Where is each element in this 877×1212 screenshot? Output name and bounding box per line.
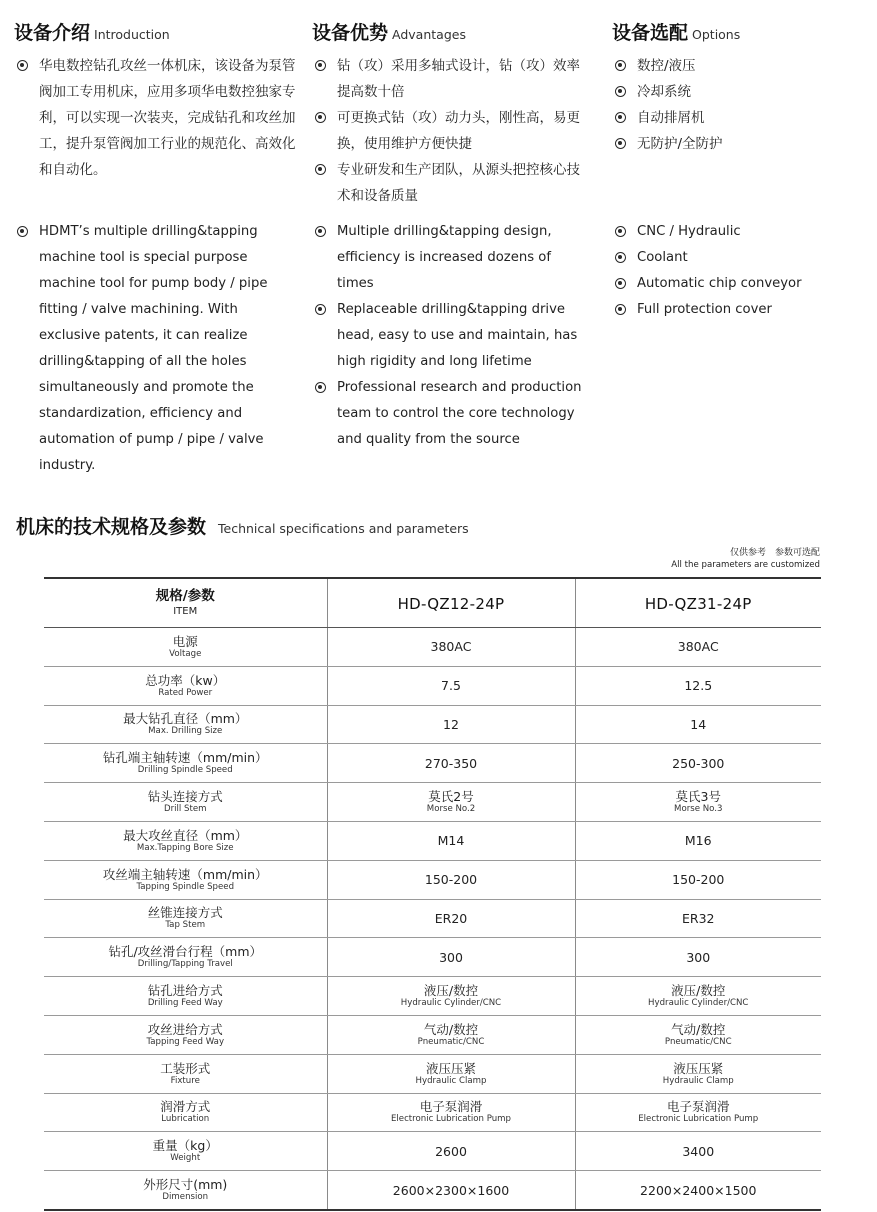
list-item [612,271,802,297]
list-item [14,219,299,479]
table-row [44,899,821,938]
value-cell [575,666,821,705]
introduction-title-en: Introduction [94,27,170,42]
item-header-zh: 规格/参数 [155,588,215,604]
introduction-heading [14,18,299,48]
item-name-zh: 最大攻丝直径（mm） [123,827,248,843]
specs-title-en: Technical specifications and parameters [218,521,469,536]
value-text: 莫氏2号 [428,789,474,805]
item-name-zh: 外形尺寸(mm) [143,1177,228,1193]
value-subtext: Morse No.2 [426,804,476,815]
option-text-en: Full protection cover [637,302,772,317]
item-name-zh: 重量（kg） [152,1138,218,1154]
advantages-list-en [312,219,582,453]
list-item [312,157,582,209]
bullet-icon [615,60,626,71]
item-cell [44,666,327,705]
bullet-icon [615,226,626,237]
introduction-text-en: HDMT’s multiple drilling&tapping machine tool is special purpose machine tool for pump body / pipe fitting / valve machining. With exclusive patents, it can realize drilling&tapping of all the holes simultaneously and promote the standardization, efficiency and automation of pump / pipe / valve industry. [39,224,268,473]
value-cell [327,977,575,1016]
options-list-en [612,219,802,323]
item-name-en: Drilling Feed Way [147,998,223,1009]
advantages-title-en: Advantages [392,27,466,42]
value-subtext: Morse No.3 [674,804,723,815]
bullet-icon [315,304,326,315]
value-subtext: Hydraulic Clamp [415,1075,487,1086]
table-row [44,860,821,899]
advantages-heading [312,18,582,48]
model-header-cell [575,578,821,628]
value-text: 150-200 [672,872,725,888]
advantage-text-en: Professional research and production team to control the core technology and quality from the source [337,380,582,447]
value-cell [327,744,575,783]
introduction-title-zh: 设备介绍 [14,22,91,44]
value-text: 14 [690,716,707,732]
item-name-en: Tapping Feed Way [146,1036,225,1047]
value-text: 12 [443,716,459,732]
bullet-icon [615,278,626,289]
item-cell [44,744,327,783]
item-name-zh: 电源 [172,633,198,649]
item-name-zh: 最大钻孔直径（mm） [123,711,248,727]
introduction-section [14,18,299,473]
item-header-cell [44,578,327,628]
introduction-text-zh: 华电数控钻孔攻丝一体机床，该设备为泵管阀加工专用机床，应用多项华电数控独家专利，可以实现一次装夹，完成钻孔和攻丝加工，提升泵管阀加工行业的规范化、高效化和自动化。 [39,58,296,178]
value-cell [575,1054,821,1093]
table-row [44,628,821,667]
value-cell [575,1132,821,1171]
value-cell [327,783,575,822]
list-item [612,53,862,79]
introduction-list-zh [14,53,299,183]
specs-table [44,577,821,1211]
value-cell [575,1015,821,1054]
value-subtext: Electronic Lubrication Pump [390,1114,512,1125]
list-item [612,245,802,271]
value-subtext: Hydraulic Cylinder/CNC [648,998,749,1009]
specs-note-zh: 仅供参考 参数可选配 [729,548,820,558]
value-text: 电子泵润滑 [419,1099,483,1115]
model-name: HD-QZ12-24P [397,594,505,613]
table-row [44,938,821,977]
bullet-icon [315,226,326,237]
value-cell [327,666,575,705]
advantages-list-zh [312,53,582,209]
item-name-en: Weight [170,1153,201,1164]
option-text-en: Automatic chip conveyor [637,276,802,291]
item-name-zh: 攻丝端主轴转速（mm/min） [102,866,268,882]
item-name-en: Dimension [162,1192,209,1203]
value-subtext: Electronic Lubrication Pump [638,1114,759,1125]
value-text: ER20 [434,910,468,926]
bullet-icon [615,252,626,263]
list-item [312,297,582,375]
option-text-en: Coolant [637,250,688,265]
specs-note-en: All the parameters are customized [671,560,820,570]
option-text-zh: 冷却系统 [637,84,691,100]
value-subtext: Hydraulic Cylinder/CNC [400,998,502,1009]
item-name-en: Drilling Spindle Speed [137,765,233,776]
item-cell [44,705,327,744]
list-item [312,105,582,157]
value-text: ER32 [682,910,715,926]
options-title-zh: 设备选配 [612,22,689,44]
model-header-cell [327,578,575,628]
value-text: M16 [684,833,712,849]
item-name-en: Max.Tapping Bore Size [136,842,234,853]
value-text: 150-200 [424,872,478,888]
list-item [612,105,862,131]
list-item [312,375,582,453]
value-cell [327,1171,575,1210]
option-text-zh: 无防护/全防护 [637,136,723,152]
value-cell [575,744,821,783]
value-cell [327,1015,575,1054]
value-text: 电子泵润滑 [666,1099,730,1115]
item-name-zh: 润滑方式 [160,1099,211,1115]
table-row [44,821,821,860]
item-name-en: Max. Drilling Size [148,726,223,737]
value-cell [575,821,821,860]
table-row [44,666,821,705]
item-name-en: Fixture [170,1075,200,1086]
table-row [44,977,821,1016]
item-name-en: Drilling/Tapping Travel [137,959,233,970]
item-cell [44,628,327,667]
advantage-text-zh: 可更换式钻（攻）动力头，刚性高，易更换，使用维护方便快捷 [337,110,580,152]
bullet-icon [17,60,28,71]
model-name: HD-QZ31-24P [644,594,752,613]
item-cell [44,977,327,1016]
item-name-zh: 钻孔/攻丝滑台行程（mm） [108,944,263,960]
item-cell [44,1132,327,1171]
value-text: 液压压紧 [673,1060,724,1076]
item-cell [44,1054,327,1093]
item-cell [44,899,327,938]
item-cell [44,938,327,977]
advantages-title-zh: 设备优势 [312,22,389,44]
list-item [312,53,582,105]
item-cell [44,1093,327,1132]
value-text: 250-300 [672,755,725,771]
bullet-icon [315,164,326,175]
bullet-icon [615,138,626,149]
advantage-text-zh: 专业研发和生产团队，从源头把控核心技术和设备质量 [337,162,580,204]
options-list-zh [612,53,862,157]
list-item [612,297,802,323]
table-row [44,1132,821,1171]
value-text: 270-350 [424,755,478,771]
item-name-zh: 丝锥连接方式 [147,905,223,921]
value-text: 气动/数控 [423,1021,479,1037]
option-text-zh: 自动排屑机 [637,110,705,126]
options-title-en: Options [692,27,741,42]
item-name-zh: 总功率（kw） [145,672,226,688]
table-row [44,1054,821,1093]
advantages-section [312,18,582,447]
value-cell [327,628,575,667]
table-row [44,783,821,822]
value-cell [327,860,575,899]
bullet-icon [615,304,626,315]
value-cell [575,628,821,667]
item-name-en: Drill Stem [163,804,207,815]
table-row [44,1171,821,1210]
value-text: 300 [686,949,711,965]
table-row [44,705,821,744]
value-cell [327,1054,575,1093]
value-text: 300 [439,949,463,965]
value-cell [327,1093,575,1132]
bullet-icon [615,86,626,97]
specs-table-body [44,628,821,1210]
value-text: 380AC [677,639,719,655]
value-text: 莫氏3号 [675,789,721,805]
item-name-en: Tap Stem [165,920,206,931]
item-header-en: ITEM [173,606,198,617]
value-text: 2600×2300×1600 [392,1182,510,1198]
value-cell [575,1093,821,1132]
value-subtext: Pneumatic/CNC [417,1036,485,1047]
value-cell [575,977,821,1016]
bullet-icon [315,112,326,123]
value-cell [327,938,575,977]
value-text: 2600 [435,1143,467,1159]
value-text: 气动/数控 [671,1021,726,1037]
value-cell [575,705,821,744]
value-cell [575,938,821,977]
item-cell [44,860,327,899]
value-cell [327,705,575,744]
table-row [44,1093,821,1132]
value-cell [575,1171,821,1210]
item-cell [44,1015,327,1054]
bullet-icon [17,226,28,237]
option-text-en: CNC / Hydraulic [637,224,741,239]
option-text-zh: 数控/液压 [637,58,696,74]
specs-heading [16,512,469,539]
item-cell [44,783,327,822]
item-name-zh: 钻孔进给方式 [147,983,223,999]
value-text: 液压压紧 [425,1060,476,1076]
item-name-zh: 钻孔端主轴转速（mm/min） [102,750,268,766]
value-text: M14 [437,833,465,849]
advantage-text-en: Multiple drilling&tapping design, efficiency is increased dozens of times [337,224,552,291]
value-cell [327,899,575,938]
list-item [14,53,299,183]
item-name-en: Lubrication [161,1114,210,1125]
list-item [312,219,582,297]
bullet-icon [315,60,326,71]
options-heading [612,18,862,48]
table-row [44,744,821,783]
value-subtext: Hydraulic Clamp [662,1075,734,1086]
table-row [44,1015,821,1054]
item-name-zh: 工装形式 [160,1060,211,1076]
introduction-list-en [14,219,299,479]
list-item [612,79,862,105]
item-cell [44,821,327,860]
advantage-text-en: Replaceable drilling&tapping drive head, easy to use and maintain, has high rigidity and long lifetime [337,302,578,369]
list-item [612,219,802,245]
item-name-en: Voltage [169,648,202,659]
value-text: 7.5 [441,678,461,694]
value-text: 液压/数控 [423,983,479,999]
item-name-zh: 攻丝进给方式 [147,1021,223,1037]
item-name-en: Tapping Spindle Speed [136,881,235,892]
value-text: 12.5 [684,678,713,694]
value-text: 液压/数控 [671,983,726,999]
value-text: 380AC [430,639,472,655]
value-text: 2200×2400×1500 [640,1182,757,1198]
item-name-zh: 钻头连接方式 [147,789,223,805]
item-cell [44,1171,327,1210]
specs-title-zh: 机床的技术规格及参数 [16,516,207,538]
advantage-text-zh: 钻（攻）采用多轴式设计，钻（攻）效率提高数十倍 [337,58,580,100]
value-cell [575,860,821,899]
table-header-row [44,578,821,628]
value-cell [575,783,821,822]
list-item [612,131,862,157]
value-cell [327,821,575,860]
value-cell [575,899,821,938]
value-text: 3400 [682,1143,715,1159]
value-cell [327,1132,575,1171]
options-section [612,18,862,317]
value-subtext: Pneumatic/CNC [664,1036,732,1047]
bullet-icon [615,112,626,123]
bullet-icon [315,382,326,393]
item-name-en: Rated Power [158,687,213,698]
